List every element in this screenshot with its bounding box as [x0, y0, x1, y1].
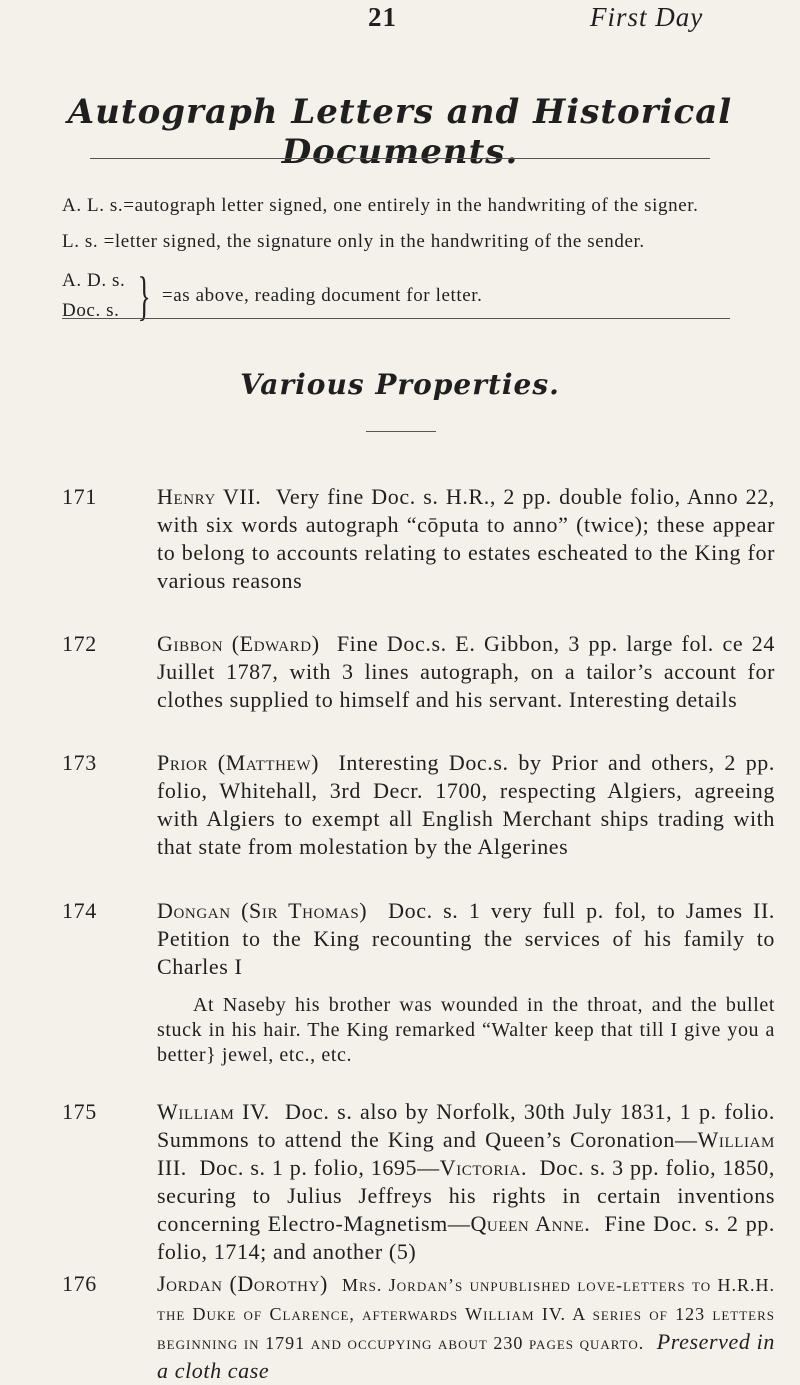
- lot-text: Doc. s. also by Norfolk, 30th July 1831, 1 p. folio. Summons to attend the King and Queen’s Coronation—: [157, 1099, 775, 1152]
- abbreviation-ads: A. D. s.: [62, 270, 126, 291]
- lot-note: At Naseby his brother was wounded in the throat, and the bullet stuck in his hair. The King remarked “Walter keep that till I give you a better} jewel, etc., etc.: [157, 994, 775, 1066]
- lot-description: [157, 630, 775, 714]
- lot-entry: [62, 897, 782, 1097]
- lot-number: 176: [62, 1271, 97, 1296]
- lot-description: [157, 897, 775, 981]
- abbreviation-ads-docs: [62, 260, 782, 332]
- lot-entry: [62, 1098, 782, 1264]
- lot-name: Prior (Matthew): [157, 750, 320, 775]
- lot-number: 175: [62, 1099, 97, 1124]
- lot-number: 174: [62, 898, 97, 923]
- lot-count: (5): [388, 1239, 417, 1264]
- section-title: Various Properties.: [240, 368, 560, 401]
- lot-name: Gibbon (Edward): [157, 631, 320, 656]
- lot-name: Henry VII.: [157, 484, 262, 509]
- lot-text: Doc. s. 1 very full p. fol, to James II. Petition to the King recounting the services of his family to Charles I: [157, 898, 775, 979]
- divider-rule: [90, 158, 710, 159]
- page-title: Autograph Letters and Historical Documents.: [67, 92, 733, 172]
- page-number: 21: [368, 2, 397, 32]
- lot-number: 173: [62, 750, 97, 775]
- lot-entry: [62, 483, 782, 593]
- lot-description: [157, 749, 775, 861]
- lot-text: Fine Doc. s. 2 pp. folio, 1714; and another: [157, 1211, 776, 1264]
- lot-text: Doc. s. 1 p. folio, 1695—: [199, 1155, 440, 1180]
- lot-description: [157, 1270, 775, 1385]
- sale-day-label: First Day: [590, 2, 704, 32]
- lot-number: 172: [62, 631, 97, 656]
- divider-rule: [62, 318, 730, 319]
- brace-glyph: }: [138, 266, 152, 326]
- lot-entry: [62, 630, 782, 720]
- abbreviation-als: A. L. s.=autograph letter signed, one entirely in the handwriting of the signer.: [62, 195, 699, 216]
- lot-description: [157, 483, 775, 595]
- abbreviation-docs: Doc. s.: [62, 300, 120, 321]
- abbreviations-key: [62, 188, 782, 332]
- lot-text-italic: Preserved in a cloth case: [157, 1329, 775, 1383]
- lot-entry: [62, 1270, 782, 1383]
- lot-name: Jordan (Dorothy): [157, 1271, 328, 1296]
- lot-name: Dongan (Sir Thomas): [157, 898, 368, 923]
- abbreviation-ads-meaning: =as above, reading document for letter.: [161, 285, 483, 306]
- lot-text: Interesting Doc.s. by Prior and others, 2 pp. folio, Whitehall, 3rd Decr. 1700, respecting Algiers, agreeing with Algiers to exempt all English Merchant ships trading with that state from molestation by the Algerines: [157, 750, 775, 859]
- lot-name: William IV.: [157, 1099, 270, 1124]
- divider-rule-short: [366, 431, 436, 432]
- lot-number: 171: [62, 484, 97, 509]
- lot-entry: [62, 749, 782, 859]
- lot-text: Doc. s. 3 pp. folio, 1850, securing to Julius Jeffreys his rights in certain inventions concerning Electro-Magnetism—: [157, 1155, 776, 1236]
- lot-name: William III.: [157, 1127, 775, 1180]
- lot-name: Queen Anne.: [470, 1211, 591, 1236]
- abbreviation-ls: L. s. =letter signed, the signature only in the handwriting of the sender.: [62, 231, 645, 252]
- lot-description: [157, 1098, 775, 1266]
- lot-text: Mrs. Jordan’s unpublished love-letters to H.R.H. the Duke of Clarence, afterwards William IV. A series of 123 letters beginning in 1791 and occupying about 230 pages quarto.: [157, 1275, 775, 1353]
- lot-text: Fine Doc.s. E. Gibbon, 3 pp. large fol. ce 24 Juillet 1787, with 3 lines autograph, on a tailor’s account for clothes supplied to himself and his servant. Interesting details: [157, 631, 775, 712]
- lot-text: Very fine Doc. s. H.R., 2 pp. double folio, Anno 22, with six words autograph “cōputa to anno” (twice); these appear to belong to accounts relating to estates escheated to the King for various reasons: [157, 484, 775, 593]
- lot-name: Victoria.: [439, 1155, 528, 1180]
- running-head: [0, 2, 800, 36]
